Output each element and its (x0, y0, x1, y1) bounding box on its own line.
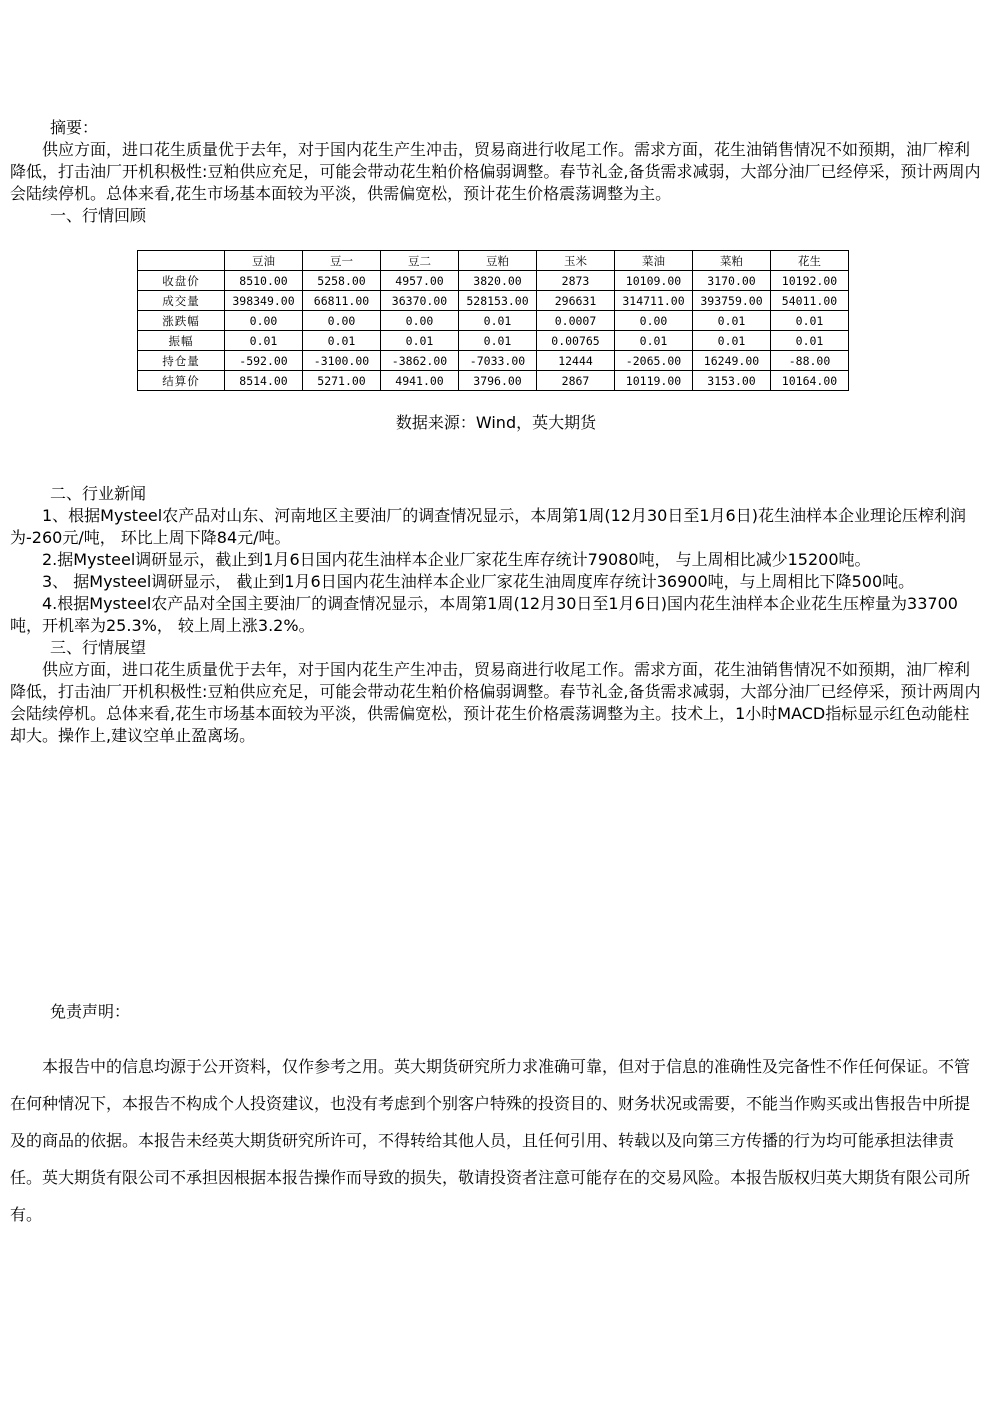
row-label: 收盘价 (138, 271, 225, 291)
table-cell: 314711.00 (615, 291, 693, 311)
table-cell: -2065.00 (615, 351, 693, 371)
summary-text: 供应方面，进口花生质量优于去年，对于国内花生产生冲击，贸易商进行收尾工作。需求方面，花生油销售情况不如预期，油厂榨利降低，打击油厂开机积极性:豆粕供应充足，可能会带动花生粕价格偏弱调整。春节礼金,备货需求减弱，大部分油厂已经停采，预计两周内会陆续停机。总体来看,花生市场基本面较为平淡，供需偏宽松，预计花生价格震荡调整为主。 (10, 140, 981, 203)
table-cell: 36370.00 (381, 291, 459, 311)
news-item: 3、 据Mysteel调研显示， 截止到1月6日国内花生油样本企业厂家花生油周度库存统计36900吨，与上周相比下降500吨。 (42, 572, 915, 591)
table-cell: 0.00 (303, 311, 381, 331)
market-table (137, 250, 849, 391)
column-header: 菜油 (615, 251, 693, 271)
table-cell: 0.01 (459, 311, 537, 331)
table-row (138, 331, 849, 351)
column-header: 花生 (771, 251, 849, 271)
table-cell: 16249.00 (693, 351, 771, 371)
table-cell: -3862.00 (381, 351, 459, 371)
column-header: 豆一 (303, 251, 381, 271)
table-cell: 0.01 (771, 331, 849, 351)
table-cell: 0.01 (693, 331, 771, 351)
table-cell: 0.01 (615, 331, 693, 351)
table-cell: 0.0007 (537, 311, 615, 331)
table-cell: 66811.00 (303, 291, 381, 311)
table-row (138, 371, 849, 391)
table-cell: 8514.00 (225, 371, 303, 391)
table-cell: 3153.00 (693, 371, 771, 391)
table-cell: 2873 (537, 271, 615, 291)
table-cell: -88.00 (771, 351, 849, 371)
column-header: 豆油 (225, 251, 303, 271)
table-cell: 0.01 (381, 331, 459, 351)
disclaimer-section (10, 993, 982, 1233)
table-cell: 0.01 (459, 331, 537, 351)
table-row (138, 311, 849, 331)
column-header: 玉米 (537, 251, 615, 271)
table-cell: 10192.00 (771, 271, 849, 291)
table-source-caption: 数据来源：Wind，英大期货 (395, 413, 597, 432)
disclaimer-heading: 免责声明： (50, 1002, 131, 1021)
table-cell: 4957.00 (381, 271, 459, 291)
column-header: 菜粕 (693, 251, 771, 271)
table-cell: 0.01 (303, 331, 381, 351)
table-corner-cell (138, 251, 225, 271)
table-row (138, 351, 849, 371)
outlook-text: 供应方面，进口花生质量优于去年，对于国内花生产生冲击，贸易商进行收尾工作。需求方面，花生油销售情况不如预期，油厂榨利降低，打击油厂开机积极性:豆粕供应充足，可能会带动花生粕价格偏弱调整。春节礼金,备货需求减弱，大部分油厂已经停采，预计两周内会陆续停机。总体来看,花生市场基本面较为平淡，供需偏宽松，预计花生价格震荡调整为主。技术上，1小时MACD指标显示红色动能柱却大。操作上,建议空单止盈离场。 (10, 660, 981, 745)
row-label: 结算价 (138, 371, 225, 391)
disclaimer-text: 本报告中的信息均源于公开资料，仅作参考之用。英大期货研究所力求准确可靠，但对于信息的准确性及完备性不作任何保证。不管在何种情况下，本报告不构成个人投资建议，也没有考虑到个别客户特殊的投资目的、财务状况或需要，不能当作购买或出售报告中所提及的商品的依据。本报告未经英大期货研究所许可，不得转给其他人员，且任何引用、转载以及向第三方传播的行为均可能承担法律责任。英大期货有限公司不承担因根据本报告操作而导致的损失，敬请投资者注意可能存在的交易风险。本报告版权归英大期货有限公司所有。 (10, 1057, 971, 1224)
table-row (138, 291, 849, 311)
table-cell: 3170.00 (693, 271, 771, 291)
row-label: 涨跌幅 (138, 311, 225, 331)
table-cell: 10119.00 (615, 371, 693, 391)
table-cell: 0.00 (381, 311, 459, 331)
table-cell: 12444 (537, 351, 615, 371)
table-cell: 8510.00 (225, 271, 303, 291)
table-cell: -592.00 (225, 351, 303, 371)
table-cell: 0.00 (225, 311, 303, 331)
column-header: 豆二 (381, 251, 459, 271)
table-cell: 54011.00 (771, 291, 849, 311)
table-cell: 3796.00 (459, 371, 537, 391)
summary-section (10, 117, 982, 227)
row-label: 持仓量 (138, 351, 225, 371)
table-cell: -7033.00 (459, 351, 537, 371)
section3-heading: 三、行情展望 (50, 638, 147, 657)
row-label: 成交量 (138, 291, 225, 311)
table-header-row (138, 251, 849, 271)
table-cell: -3100.00 (303, 351, 381, 371)
section2-heading: 二、行业新闻 (50, 484, 147, 503)
table-cell: 5271.00 (303, 371, 381, 391)
table-cell: 10164.00 (771, 371, 849, 391)
news-item: 1、根据Mysteel农产品对山东、河南地区主要油厂的调查情况显示，本周第1周(12月30日至1月6日)花生油样本企业理论压榨利润为-260元/吨， 环比上周下降84元/吨。 (10, 506, 966, 547)
column-header: 豆粕 (459, 251, 537, 271)
table-cell: 528153.00 (459, 291, 537, 311)
row-label: 振幅 (138, 331, 225, 351)
table-cell: 0.00765 (537, 331, 615, 351)
table-cell: 0.01 (771, 311, 849, 331)
table-cell: 398349.00 (225, 291, 303, 311)
table-cell: 2867 (537, 371, 615, 391)
table-cell: 393759.00 (693, 291, 771, 311)
table-cell: 5258.00 (303, 271, 381, 291)
section1-heading: 一、行情回顾 (50, 206, 147, 225)
table-cell: 0.00 (615, 311, 693, 331)
table-cell: 296631 (537, 291, 615, 311)
table-cell: 10109.00 (615, 271, 693, 291)
table-cell: 0.01 (693, 311, 771, 331)
table-cell: 0.01 (225, 331, 303, 351)
news-section (10, 483, 982, 747)
news-item: 4.根据Mysteel农产品对全国主要油厂的调查情况显示，本周第1周(12月30日至1月6日)国内花生油样本企业花生压榨量为33700吨，开机率为25.3%， 较上周上涨3.2%。 (10, 594, 958, 635)
table-cell: 4941.00 (381, 371, 459, 391)
summary-heading: 摘要： (50, 118, 99, 137)
table-cell: 3820.00 (459, 271, 537, 291)
table-row (138, 271, 849, 291)
news-item: 2.据Mysteel调研显示，截止到1月6日国内花生油样本企业厂家花生库存统计79080吨， 与上周相比减少15200吨。 (42, 550, 871, 569)
